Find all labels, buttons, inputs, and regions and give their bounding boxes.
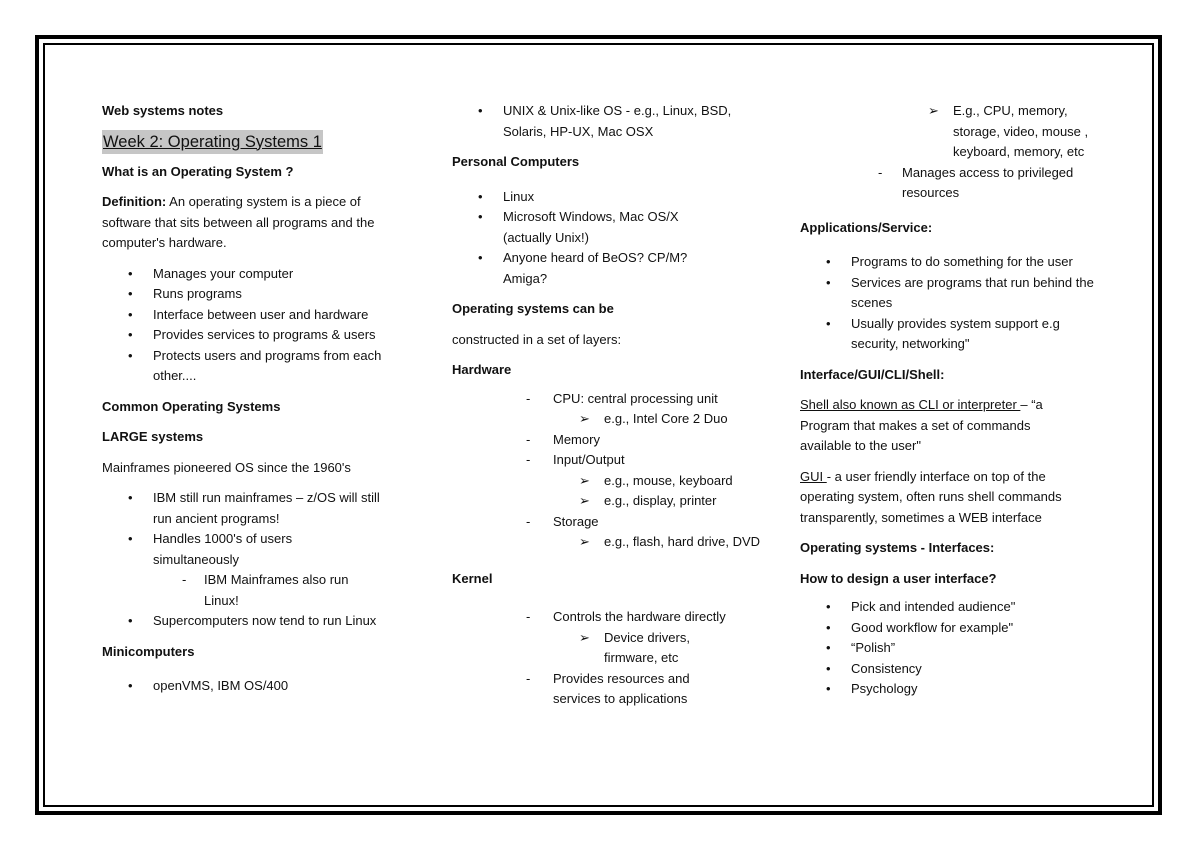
dash-icon: -: [526, 513, 531, 529]
dash-icon: -: [526, 390, 531, 406]
bullet-icon: •: [478, 188, 483, 204]
arrow-bullet-icon: ➢: [579, 534, 590, 549]
bullet-icon: •: [128, 306, 133, 322]
list-item-text: Handles 1000's of users simultaneously: [153, 531, 293, 567]
list-item: [800, 252, 1110, 273]
list-item-text: Storage: [553, 513, 599, 529]
layers-heading: Operating systems can be: [452, 301, 614, 316]
dash-icon: -: [526, 670, 531, 686]
list-item-text: CPU: central processing unit: [553, 390, 718, 406]
list-item: [102, 284, 402, 305]
page-title-wrap: [102, 130, 402, 162]
list-subitem: [452, 532, 762, 553]
list-item-text: Anyone heard of BeOS? CP/M? Amiga?: [503, 250, 688, 286]
bullet-icon: •: [128, 531, 133, 546]
list-item: [452, 389, 762, 410]
mini-list: [102, 676, 402, 697]
list-item-text: Manages your computer: [153, 265, 294, 281]
arrow-bullet-icon: ➢: [579, 493, 590, 508]
notes-label: Web systems notes: [102, 103, 224, 118]
list-item-text: Controls the hardware directly: [553, 609, 726, 624]
list-item-text: Pick and intended audience": [851, 599, 1016, 614]
list-item-text: Provides resources and services to applications: [553, 670, 690, 706]
dash-icon: -: [526, 609, 531, 624]
list-item-text: Consistency: [851, 660, 922, 676]
list-item-text: Supercomputers now tend to run Linux: [153, 613, 377, 628]
layers-text: constructed in a set of layers:: [452, 331, 622, 347]
dash-icon: -: [182, 572, 187, 587]
hardware-examples-list: [800, 101, 1110, 204]
list-item-text: “Polish”: [851, 640, 896, 655]
interface-heading: Interface/GUI/CLI/Shell:: [800, 366, 945, 382]
list-item: [452, 607, 762, 628]
common-heading: Common Operating Systems: [102, 398, 281, 414]
list-item-text: Linux: [503, 188, 535, 204]
gui-definition-text: - a user friendly interface on top of the operating system, often runs shell commands transparently, sometimes a WEB interface: [800, 468, 1062, 525]
list-item-text: IBM Mainframes also run Linux!: [204, 572, 349, 608]
definition-paragraph: [102, 192, 402, 254]
list-item-text: e.g., mouse, keyboard: [604, 472, 733, 488]
list-item: [452, 248, 762, 289]
list-item-text: Psychology: [851, 681, 918, 696]
apps-list: [800, 252, 1110, 355]
list-item: [800, 163, 1110, 204]
list-item: [452, 101, 762, 142]
list-item-text: Provides services to programs & users: [153, 327, 376, 342]
list-item: [102, 529, 402, 570]
list-item-text: openVMS, IBM OS/400: [153, 678, 289, 693]
large-list: [102, 488, 402, 632]
list-subitem: [452, 409, 762, 430]
list-item: [102, 676, 402, 697]
list-item-text: Good workflow for example": [851, 619, 1014, 635]
column-2: [452, 101, 762, 720]
bullet-icon: •: [128, 286, 133, 301]
list-item: [800, 679, 1110, 700]
list-subitem: [452, 628, 762, 669]
list-item-text: e.g., flash, hard drive, DVD: [604, 534, 761, 549]
mainframes-text: Mainframes pioneered OS since the 1960's: [102, 459, 351, 475]
gui-definition-term: GUI: [800, 468, 827, 484]
pc-list: [452, 187, 762, 290]
design-heading: How to design a user interface?: [800, 570, 997, 586]
arrow-bullet-icon: ➢: [579, 411, 590, 426]
pc-heading: Personal Computers: [452, 154, 580, 169]
list-item: [800, 314, 1110, 355]
list-item: [452, 430, 762, 451]
bullet-icon: •: [128, 347, 133, 363]
bullet-icon: •: [478, 209, 483, 224]
list-item-text: Interface between user and hardware: [153, 306, 369, 322]
list-item: [102, 305, 402, 326]
list-item-text: IBM still run mainframes – z/OS will still run ancient programs!: [153, 490, 380, 526]
apps-heading: Applications/Service:: [800, 219, 933, 235]
list-item: [800, 659, 1110, 680]
list-item-text: Programs to do something for the user: [851, 254, 1073, 269]
list-item-text: Input/Output: [553, 452, 625, 467]
list-item-text: e.g., display, printer: [604, 493, 717, 508]
list-item-text: e.g., Intel Core 2 Duo: [604, 411, 728, 426]
shell-definition-text: – “a Program that makes a set of commands available to the user": [800, 397, 1043, 453]
bullet-icon: •: [478, 103, 483, 118]
definition-text: An operating system is a piece of software that sits between all programs and the computer's hardware.: [102, 194, 375, 250]
list-item-text: E.g., CPU, memory, storage, video, mouse , keyboard, memory, etc: [953, 103, 1089, 159]
list-item-text: Runs programs: [153, 286, 242, 301]
kernel-heading: Kernel: [452, 570, 493, 586]
list-item: [102, 264, 402, 285]
arrow-bullet-icon: ➢: [579, 629, 590, 645]
shell-definition-term: Shell also known as CLI or interpreter: [800, 397, 1021, 412]
list-item-text: Device drivers, firmware, etc: [604, 629, 690, 665]
arrow-bullet-icon: ➢: [579, 472, 590, 488]
functions-list: [102, 264, 402, 387]
large-heading: LARGE systems: [102, 429, 204, 444]
column-1: [102, 101, 402, 707]
hardware-list: [452, 389, 762, 553]
mini-heading: Minicomputers: [102, 643, 195, 659]
list-item: [452, 512, 762, 533]
bullet-icon: •: [128, 490, 133, 505]
list-item: [102, 611, 402, 632]
list-item-text: Manages access to privileged resources: [902, 164, 1074, 200]
list-item-text: Services are programs that run behind the scenes: [851, 274, 1094, 310]
list-item: [452, 207, 762, 248]
list-item-text: Protects users and programs from each other....: [153, 347, 382, 383]
dash-icon: -: [526, 452, 531, 467]
os-interfaces-heading: Operating systems - Interfaces:: [800, 540, 995, 555]
bullet-icon: •: [826, 640, 831, 655]
bullet-icon: •: [826, 315, 831, 331]
bullet-icon: •: [826, 681, 831, 696]
list-item-text: UNIX & Unix-like OS - e.g., Linux, BSD, Solaris, HP-UX, Mac OSX: [503, 103, 732, 139]
kernel-list: [452, 607, 762, 710]
bullet-icon: •: [128, 613, 133, 628]
definition-label: Definition:: [102, 194, 167, 209]
page-title: Week 2: Operating Systems 1: [102, 130, 323, 154]
list-subitem: [452, 471, 762, 492]
bullet-icon: •: [478, 250, 483, 265]
bullet-icon: •: [826, 599, 831, 614]
bullet-icon: •: [826, 254, 831, 269]
list-item: [452, 187, 762, 208]
column-3: [800, 101, 1110, 710]
bullet-icon: •: [826, 660, 831, 676]
bullet-icon: •: [128, 265, 133, 281]
list-item: [102, 488, 402, 529]
list-subitem: [452, 491, 762, 512]
list-item: [800, 597, 1110, 618]
list-subitem: [800, 101, 1110, 163]
list-item: [102, 346, 402, 387]
list-item-text: Usually provides system support e.g security, networking": [851, 315, 1060, 351]
list-item: [800, 638, 1110, 659]
bullet-icon: •: [826, 274, 831, 290]
list-item-text: Memory: [553, 431, 600, 447]
hardware-heading: Hardware: [452, 362, 512, 377]
shell-paragraph: [800, 395, 1110, 457]
list-item-text: Microsoft Windows, Mac OS/X (actually Unix!): [503, 209, 679, 245]
list-item: [102, 325, 402, 346]
dash-icon: -: [526, 431, 531, 447]
list-item: [800, 618, 1110, 639]
bullet-icon: •: [128, 678, 133, 693]
list-item: [452, 450, 762, 471]
arrow-bullet-icon: ➢: [928, 103, 939, 118]
list-subitem: [102, 570, 402, 611]
bullet-icon: •: [826, 619, 831, 635]
what-heading: What is an Operating System ?: [102, 163, 294, 179]
bullet-icon: •: [128, 327, 133, 342]
dash-icon: -: [878, 164, 883, 180]
unix-list: [452, 101, 762, 142]
design-list: [800, 597, 1110, 700]
list-item: [800, 273, 1110, 314]
list-item: [452, 669, 762, 710]
gui-paragraph: [800, 467, 1110, 529]
